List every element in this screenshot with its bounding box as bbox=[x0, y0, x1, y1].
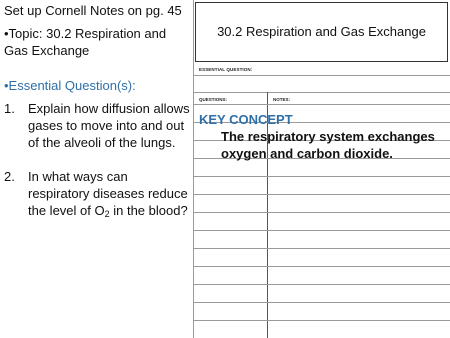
key-concept-heading: KEY CONCEPT bbox=[199, 112, 293, 127]
question-text: Explain how diffusion allows gases to move into and out of the alveoli of the lungs. bbox=[28, 101, 190, 150]
notes-label: NOTES: bbox=[273, 97, 291, 102]
question-text-part: in the blood? bbox=[109, 203, 188, 218]
essential-question-label: ESSENTIAL QUESTION: bbox=[199, 67, 253, 72]
topic-line: •Topic: 30.2 Respiration and Gas Exchange bbox=[4, 26, 167, 58]
key-concept bbox=[199, 112, 447, 162]
question-item bbox=[4, 100, 192, 151]
question-number: 2. bbox=[4, 169, 15, 184]
questions-label: QUESTIONS: bbox=[199, 97, 228, 102]
sheet-title: 30.2 Respiration and Gas Exchange bbox=[217, 24, 426, 39]
instructions-column bbox=[4, 2, 192, 223]
question-list bbox=[4, 100, 192, 223]
essential-question-heading: •Essential Question(s): bbox=[4, 78, 136, 93]
subscript-2: 2 bbox=[104, 209, 110, 219]
title-box bbox=[195, 2, 448, 62]
key-concept-body: The respiratory system exchanges oxygen and carbon dioxide. bbox=[221, 129, 435, 161]
question-item bbox=[4, 168, 192, 223]
setup-instruction: Set up Cornell Notes on pg. 45 bbox=[4, 3, 182, 18]
question-text-part: In what ways can respiratory diseases reduce the level of O bbox=[28, 169, 188, 218]
question-number: 1. bbox=[4, 101, 15, 116]
